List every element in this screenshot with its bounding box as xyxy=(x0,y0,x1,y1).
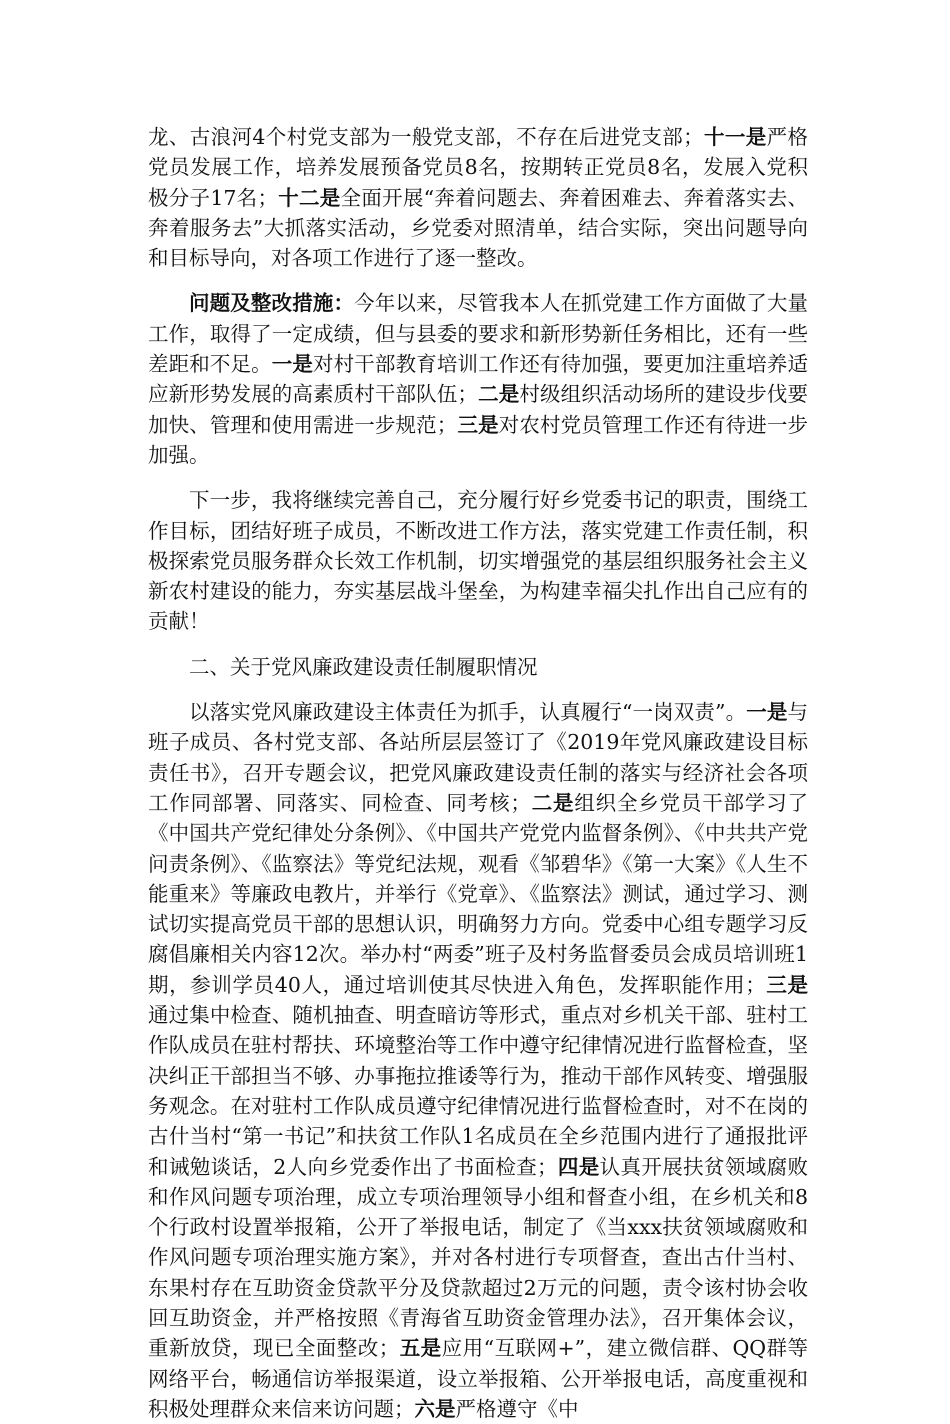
bold-marker: 六是 xyxy=(414,1396,456,1421)
text-run: 组织全乡党员干部学习了《中国共产党纪律处分条例》、《中国共产党党内监督条例》、《中共共产党问责条例》、《监察法》等党纪法规，观看《邹碧华》《第一大案》《人生不能重来》等廉政电教片，并举行《党章》、《监察法》测试，通过学习、测试切实提高党员干部的思想认识，明确努力方向。党委中心组专题学习反腐倡廉相关内容12次。举办村“两委”班子及村务监督委员会成员培训班1期，参训学员40人，通过培训使其尽快进入角色，发挥职能作用； xyxy=(148,790,809,997)
bold-marker: 一是 xyxy=(271,352,314,377)
bold-marker: 二是 xyxy=(530,790,575,815)
bold-marker: 二是 xyxy=(477,382,520,407)
bold-lead: 问题及整改措施： xyxy=(189,291,355,316)
text-run: 与班子成员、各村党支部、各站所层层签订了《2019年党风廉政建设目标责任书》，召开专题会议，把党风廉政建设责任制的落实与经济社会各项工作同部署、同落实、同检查、同考核； xyxy=(148,700,809,815)
bold-marker: 一是 xyxy=(746,700,788,725)
text-run: 通过集中检查、随机抽查、明查暗访等形式，重点对乡机关干部、驻村工作队成员在驻村帮扶、环境整治等工作中遵守纪律情况进行监督检查，坚决纠正干部担当不够、办事拖拉推诿等行为，推动干部作风转变、增强服务观念。在对驻村工作队成员遵守纪律情况进行监督检查时，对不在岗的古什当村“第一书记”和扶贫工作队1名成员在全乡范围内进行了通报批评和诫勉谈话，2人向乡党委作出了书面检查； xyxy=(148,1003,808,1179)
paragraph-next-steps xyxy=(148,485,808,636)
paragraph-clean-government xyxy=(148,697,808,1424)
bold-marker: 十二是 xyxy=(277,185,341,210)
document-page xyxy=(148,122,808,1424)
text-run: 龙、古浪河4个村党支部为一般党支部，不存在后进党支部； xyxy=(148,125,704,149)
bold-marker: 十一是 xyxy=(703,125,767,149)
paragraph-party-building-summary xyxy=(148,122,808,273)
text-run: 严格遵守《中 xyxy=(455,1396,579,1421)
text-run: 严格党员发展工作，培养发展预备党员8名，按期转正党员8名，发展入党积极分子17名； xyxy=(148,125,809,210)
bold-marker: 四是 xyxy=(557,1154,600,1179)
bold-marker: 三是 xyxy=(457,412,499,437)
text-run: 村级组织活动场所的建设步伐要加快、管理和使用需进一步规范； xyxy=(148,382,809,437)
text-run: 全面开展“奔着问题去、奔着困难去、奔着落实去、奔着服务去”大抓落实活动，乡党委对照清单，结合实际，突出问题导向和目标导向，对各项工作进行了逐一整改。 xyxy=(148,185,809,271)
text-run: 应用“互联网+”，建立微信群、QQ群等网络平台，畅通信访举报渠道，设立举报箱、公开举报电话，高度重视和积极处理群众来信来访问题； xyxy=(148,1336,809,1421)
bold-marker: 三是 xyxy=(765,972,808,997)
section-heading: 二、关于党风廉政建设责任制履职情况 xyxy=(189,654,538,679)
bold-marker: 五是 xyxy=(399,1336,442,1361)
text-run: 认真开展扶贫领域腐败和作风问题专项治理，成立专项治理领导小组和督查小组，在乡机关和8个行政村设置举报箱，公开了举报电话，制定了《当xxx扶贫领域腐败和作风问题专项治理实施方案》，并对各村进行专项督查，查出古什当村、东果村存在互助资金贷款平分及贷款超过2万元的问题，责令该村协会收回互助资金，并严格按照《青海省互助资金管理办法》，召开集体会议，重新放贷，现已全面整改； xyxy=(148,1154,808,1361)
paragraph-problems-and-rectification xyxy=(148,288,808,470)
text-run: 对村干部教育培训工作还有待加强，要更加注重培养适应新形势发展的高素质村干部队伍； xyxy=(148,352,809,407)
text-run: 以落实党风廉政建设主体责任为抓手，认真履行“一岗双责”。 xyxy=(189,700,747,725)
text-run: 下一步，我将继续完善自己，充分履行好乡党委书记的职责，围绕工作目标，团结好班子成员，不断改进工作方法，落实党建工作责任制，积极探索党员服务群众长效工作机制，切实增强党的基层组织服务社会主义新农村建设的能力，夯实基层战斗堡垒，为构建幸福尖扎作出自己应有的贡献！ xyxy=(148,488,808,634)
text-run: 对农村党员管理工作还有待进一步加强。 xyxy=(148,412,809,467)
text-run: 今年以来，尽管我本人在抓党建工作方面做了大量工作，取得了一定成绩，但与县委的要求和新形势新任务相比，还有一些差距和不足。 xyxy=(148,291,809,377)
